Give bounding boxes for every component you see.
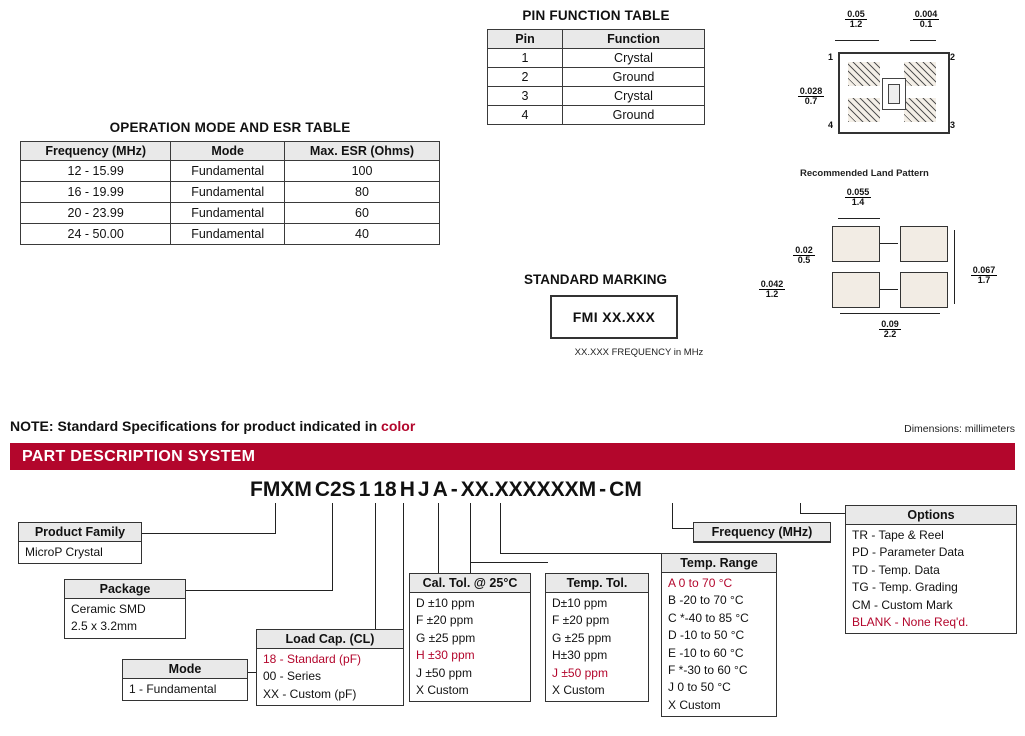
load-cap-item: 00 - Series [263, 669, 322, 684]
operation-mode-table-title: OPERATION MODE AND ESR TABLE [109, 120, 351, 135]
pin-function-table-block [487, 8, 705, 125]
callout-temp-range [661, 553, 777, 717]
pin-number-4: 4 [828, 120, 834, 130]
cell-pin: 1 [488, 49, 563, 68]
cell-esr: 80 [285, 182, 440, 203]
dimension-arrow-right [954, 230, 955, 304]
package-body [838, 52, 950, 134]
operation-mode-esr-table [20, 141, 440, 245]
col-pin: Pin [488, 30, 563, 49]
pad-4 [848, 98, 880, 122]
callout-temp-tol [545, 573, 649, 702]
temp-tol-item: H±30 ppm [552, 648, 608, 663]
dimension-mm: 1.2 [849, 19, 863, 30]
leader-line-product-family [140, 533, 275, 534]
dimension-arrow [835, 40, 879, 41]
dimension-label [782, 246, 826, 266]
cell-mode: Fundamental [171, 203, 285, 224]
land-pattern-title: Recommended Land Pattern [800, 168, 929, 179]
cal-tol-item: X Custom [416, 682, 469, 697]
dimension-mm: 1.4 [851, 197, 865, 208]
code-temp-range: A [432, 478, 448, 501]
dimension-mm: 1.2 [765, 289, 779, 300]
dimension-inch: 0.067 [972, 265, 996, 275]
options-item: TD - Temp. Data [852, 562, 940, 577]
land-pad-3 [900, 272, 948, 308]
dimension-mm: 0.7 [804, 96, 818, 107]
table-header-row [21, 142, 440, 161]
cell-frequency: 16 - 19.99 [21, 182, 171, 203]
cell-frequency: 20 - 23.99 [21, 203, 171, 224]
part-number-code [250, 478, 645, 502]
temp-tol-item: G ±25 ppm [552, 630, 612, 645]
cell-frequency: 24 - 50.00 [21, 224, 171, 245]
table-row [488, 68, 705, 87]
leader-line-package-v [332, 503, 333, 591]
recommended-land-pattern [740, 168, 1025, 368]
temp-range-item: X Custom [668, 697, 721, 712]
options-body [846, 525, 1016, 633]
code-load-cap: 18 [373, 478, 397, 501]
dimension-label [830, 10, 882, 30]
cell-frequency: 12 - 15.99 [21, 161, 171, 182]
dimension-inch: 0.02 [795, 245, 813, 255]
marking-code-box [550, 295, 678, 339]
temp-range-title: Temp. Range [662, 554, 776, 573]
col-frequency: Frequency (MHz) [21, 142, 171, 161]
options-item: PD - Parameter Data [852, 545, 965, 560]
dimension-label [962, 266, 1006, 286]
load-cap-item: 18 - Standard (pF) [263, 652, 362, 666]
callout-cal-tol [409, 573, 531, 702]
temp-range-item: B -20 to 70 °C [668, 593, 744, 608]
leader-line-frequency-h [672, 528, 694, 529]
code-mode: 1 [358, 478, 371, 501]
cell-pin: 3 [488, 87, 563, 106]
col-max-esr: Max. ESR (Ohms) [285, 142, 440, 161]
mode-item: 1 - Fundamental [129, 682, 217, 696]
leader-line-product-family-v [275, 503, 276, 534]
temp-tol-item: J ±50 ppm [552, 665, 608, 680]
cell-mode: Fundamental [171, 161, 285, 182]
frequency-title: Frequency (MHz) [694, 523, 830, 542]
mode-body [123, 679, 247, 700]
code-cal-tol: H [399, 478, 415, 501]
temp-range-item: D -10 to 50 °C [668, 628, 745, 643]
cell-function: Ground [563, 106, 705, 125]
options-title: Options [846, 506, 1016, 525]
package-title: Package [65, 580, 185, 599]
cal-tol-body [410, 593, 530, 701]
temp-tol-item: D±10 ppm [552, 596, 608, 610]
leader-line-temp-range-v [500, 503, 501, 553]
cal-tol-item: F ±20 ppm [416, 613, 474, 628]
product-family-body [19, 542, 141, 563]
dimension-mm: 0.5 [797, 255, 811, 266]
note-text: NOTE: Standard Specifications for product indicated in [10, 418, 382, 434]
leader-line-frequency-v [672, 503, 673, 528]
dimension-label [832, 188, 884, 208]
part-description-system-bar [10, 443, 1015, 470]
temp-range-item: F *-30 to 60 °C [668, 662, 748, 677]
cell-mode: Fundamental [171, 182, 285, 203]
code-frequency: XX.XXXXXXM [460, 478, 597, 501]
cell-esr: 100 [285, 161, 440, 182]
load-cap-body [257, 649, 403, 705]
code-product-family: FMXM [250, 478, 312, 501]
pad-1 [848, 62, 880, 86]
pin-number-2: 2 [950, 52, 956, 62]
temp-tol-title: Temp. Tol. [546, 574, 648, 593]
col-mode: Mode [171, 142, 285, 161]
code-package: C2S [314, 478, 356, 501]
cell-esr: 60 [285, 203, 440, 224]
temp-tol-body [546, 593, 648, 701]
table-row [488, 87, 705, 106]
cell-function: Crystal [563, 87, 705, 106]
options-item: TR - Tape & Reel [852, 528, 944, 542]
cal-tol-item: G ±25 ppm [416, 630, 476, 645]
cal-tol-item: H ±30 ppm [416, 648, 475, 663]
callout-package [64, 579, 186, 639]
cell-mode: Fundamental [171, 224, 285, 245]
temp-range-item: C *-40 to 85 °C [668, 610, 749, 625]
table-header-row [488, 30, 705, 49]
pin-function-table [487, 29, 705, 125]
cal-tol-title: Cal. Tol. @ 25°C [410, 574, 530, 593]
code-dash-2: - [599, 478, 607, 501]
leader-line-options-v [800, 503, 801, 513]
note-highlight: color [381, 418, 416, 434]
leader-line-package [184, 590, 332, 591]
dimension-mm: 2.2 [883, 329, 897, 340]
leader-line-load-cap-v [403, 503, 404, 640]
callout-mode [122, 659, 248, 701]
temp-range-item: A 0 to 70 °C [668, 576, 733, 590]
dimension-inch: 0.028 [799, 86, 823, 96]
dimension-inch: 0.09 [881, 319, 899, 329]
callout-load-cap [256, 629, 404, 706]
standard-marking-title: STANDARD MARKING [524, 272, 667, 287]
dimension-label [788, 87, 834, 107]
dimension-inch: 0.05 [847, 9, 865, 19]
pds-title: PART DESCRIPTION SYSTEM [22, 447, 256, 465]
standard-marking-block [524, 272, 754, 358]
marking-note: XX.XXX FREQUENCY in MHz [574, 347, 704, 358]
dimension-mm: 0.1 [919, 19, 933, 30]
cell-pin: 4 [488, 106, 563, 125]
temp-range-item: E -10 to 60 °C [668, 645, 744, 660]
pin-function-table-title: PIN FUNCTION TABLE [522, 8, 670, 23]
dimension-label [750, 280, 794, 300]
pad-3 [904, 98, 936, 122]
dimension-label [900, 10, 952, 30]
dimension-arrow [838, 218, 880, 219]
callout-product-family [18, 522, 142, 564]
pad-2 [904, 62, 936, 86]
standard-spec-note [10, 418, 415, 434]
package-item: Ceramic SMD [71, 602, 146, 616]
cell-pin: 2 [488, 68, 563, 87]
land-pad-1 [832, 226, 880, 262]
operation-mode-esr-table-block [20, 120, 440, 245]
code-temp-tol: J [417, 478, 430, 501]
dimension-label [868, 320, 912, 340]
product-family-title: Product Family [19, 523, 141, 542]
cell-function: Ground [563, 68, 705, 87]
code-options: CM [609, 478, 642, 501]
dimension-mm: 1.7 [977, 275, 991, 286]
centerline-horizontal-2 [880, 289, 898, 290]
temp-range-item: J 0 to 50 °C [668, 680, 731, 695]
dimension-inch: 0.042 [760, 279, 784, 289]
package-outline-drawing [790, 2, 1015, 162]
leader-line-temp-tol-h [470, 562, 548, 563]
leader-line-cal-tol-v [438, 503, 439, 583]
dimension-arrow [910, 40, 936, 41]
dimension-inch: 0.004 [914, 9, 938, 19]
table-row [21, 224, 440, 245]
mode-title: Mode [123, 660, 247, 679]
dimensions-units-note: Dimensions: millimeters [904, 423, 1015, 435]
callout-options [845, 505, 1017, 634]
table-row [21, 203, 440, 224]
pin-number-1: 1 [828, 52, 834, 62]
cal-tol-item: D ±10 ppm [416, 596, 475, 610]
options-item: BLANK - None Req'd. [852, 614, 969, 629]
code-dash-1: - [450, 478, 458, 501]
land-pad-4 [832, 272, 880, 308]
temp-tol-item: F ±20 ppm [552, 613, 610, 628]
col-function: Function [563, 30, 705, 49]
product-family-item: MicroP Crystal [25, 545, 103, 559]
load-cap-item: XX - Custom (pF) [263, 686, 357, 701]
dimension-inch: 0.055 [846, 187, 870, 197]
dimension-arrow-bottom [840, 313, 940, 314]
land-pad-2 [900, 226, 948, 262]
table-row [21, 182, 440, 203]
centerline-horizontal [880, 243, 898, 244]
package-body-text [65, 599, 185, 638]
crystal-blank-inner [888, 84, 900, 104]
table-row [488, 106, 705, 125]
temp-tol-item: X Custom [552, 682, 605, 697]
load-cap-title: Load Cap. (CL) [257, 630, 403, 649]
cal-tol-item: J ±50 ppm [416, 665, 472, 680]
leader-line-temp-range-h [500, 553, 664, 554]
options-item: TG - Temp. Grading [852, 580, 958, 595]
leader-line-temp-tol-v [470, 503, 471, 583]
cell-function: Crystal [563, 49, 705, 68]
options-item: CM - Custom Mark [852, 597, 953, 612]
leader-line-options-h [800, 513, 846, 514]
table-row [488, 49, 705, 68]
package-item: 2.5 x 3.2mm [71, 619, 138, 634]
callout-frequency [693, 522, 831, 543]
table-row [21, 161, 440, 182]
cell-esr: 40 [285, 224, 440, 245]
pin-number-3: 3 [950, 120, 956, 130]
temp-range-body [662, 573, 776, 716]
marking-code-text: FMI XX.XXX [572, 309, 656, 325]
